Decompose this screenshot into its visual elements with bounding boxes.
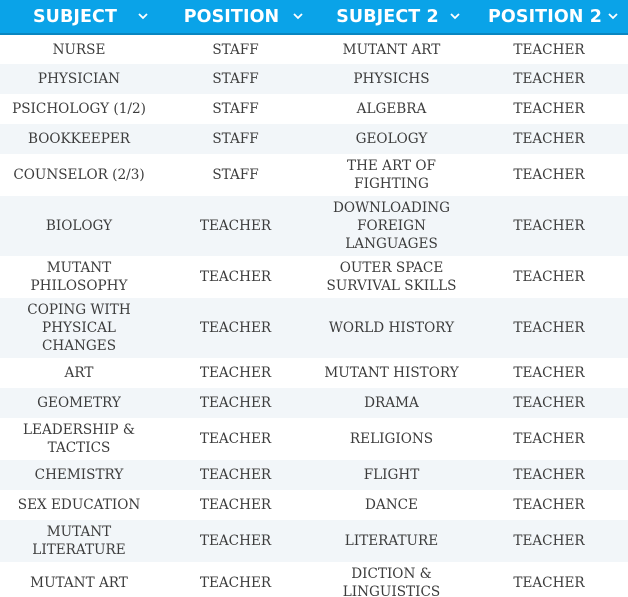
cell-position-2[interactable]: [470, 256, 628, 298]
cell-text: MUTANT ART: [30, 575, 128, 591]
cell-text: DANCE: [365, 497, 418, 513]
cell-position-2[interactable]: [470, 94, 628, 124]
cell-text: TEACHER: [199, 497, 272, 513]
cell-text: TEACHER: [513, 101, 585, 117]
cell-subject-2[interactable]: [313, 64, 470, 94]
cell-text: ALGEBRA: [356, 101, 427, 117]
cell-text: SEX EDUCATION: [17, 497, 141, 513]
cell-subject-2[interactable]: [313, 196, 470, 256]
cell-text: PHYSICHS: [353, 71, 430, 87]
cell-text: GEOLOGY: [355, 131, 428, 147]
cell-position-2[interactable]: [470, 460, 628, 490]
cell-position-2[interactable]: [470, 298, 628, 358]
column-header-subject[interactable]: [0, 0, 158, 34]
table-row[interactable]: [0, 358, 628, 388]
cell-position[interactable]: [158, 358, 313, 388]
cell-text: TEACHER: [199, 269, 272, 285]
table-row[interactable]: [0, 490, 628, 520]
cell-position[interactable]: [158, 124, 313, 154]
cell-text: RELIGIONS: [349, 431, 434, 447]
cell-subject[interactable]: [0, 520, 158, 562]
table-row[interactable]: [0, 64, 628, 94]
cell-subject[interactable]: [0, 388, 158, 418]
table-row[interactable]: [0, 562, 628, 597]
column-header-label: SUBJECT: [32, 6, 118, 27]
chevron-down-icon[interactable]: [137, 10, 149, 22]
table-row[interactable]: [0, 418, 628, 460]
cell-position[interactable]: [158, 64, 313, 94]
cell-subject-2[interactable]: [313, 460, 470, 490]
cell-text: TEACHER: [199, 320, 272, 336]
cell-position[interactable]: [158, 388, 313, 418]
cell-text: TEACHER: [513, 395, 585, 411]
cell-text: TEACHER: [513, 131, 585, 147]
cell-subject[interactable]: [0, 124, 158, 154]
cell-subject-2[interactable]: [313, 94, 470, 124]
cell-position[interactable]: [158, 418, 313, 460]
cell-text: TEACHER: [513, 365, 585, 381]
cell-text: TEACHER: [199, 431, 272, 447]
cell-subject-2[interactable]: [313, 490, 470, 520]
chevron-down-icon[interactable]: [292, 10, 304, 22]
cell-subject[interactable]: [0, 94, 158, 124]
table-row[interactable]: [0, 34, 628, 64]
column-header-position-2[interactable]: [470, 0, 628, 34]
cell-subject[interactable]: [0, 490, 158, 520]
cell-position[interactable]: [158, 520, 313, 562]
cell-text: CHEMISTRY: [34, 467, 124, 483]
column-header-label: POSITION 2: [487, 6, 603, 27]
cell-text: MUTANT PHILOSOPHY: [30, 260, 128, 294]
cell-position-2[interactable]: [470, 34, 628, 64]
table-row[interactable]: [0, 460, 628, 490]
cell-text: MUTANT HISTORY: [324, 365, 459, 381]
table-row[interactable]: [0, 94, 628, 124]
cell-text: LITERATURE: [344, 533, 439, 549]
cell-position-2[interactable]: [470, 490, 628, 520]
cell-text: STAFF: [212, 71, 259, 87]
cell-text: STAFF: [212, 41, 259, 58]
cell-text: TEACHER: [199, 395, 272, 411]
cell-subject[interactable]: [0, 256, 158, 298]
cell-subject[interactable]: [0, 34, 158, 64]
cell-position[interactable]: [158, 154, 313, 196]
cell-text: FLIGHT: [363, 467, 420, 483]
cell-subject-2[interactable]: [313, 388, 470, 418]
cell-text: TEACHER: [513, 71, 585, 87]
cell-subject-2[interactable]: [313, 520, 470, 562]
cell-text: STAFF: [212, 101, 259, 117]
cell-text: TEACHER: [513, 533, 585, 549]
cell-text: ART: [64, 365, 94, 381]
header-row: [0, 0, 628, 34]
cell-position[interactable]: [158, 298, 313, 358]
cell-position-2[interactable]: [470, 124, 628, 154]
cell-position-2[interactable]: [470, 64, 628, 94]
table-row[interactable]: [0, 520, 628, 562]
table-row[interactable]: [0, 154, 628, 196]
cell-position[interactable]: [158, 256, 313, 298]
cell-subject[interactable]: [0, 196, 158, 256]
cell-text: TEACHER: [513, 431, 585, 447]
cell-text: OUTER SPACE SURVIVAL SKILLS: [326, 260, 457, 294]
cell-text: THE ART OF FIGHTING: [347, 158, 436, 192]
column-header-label: POSITION: [183, 6, 280, 27]
cell-text: TEACHER: [199, 365, 272, 381]
cell-subject-2[interactable]: [313, 34, 470, 64]
chevron-down-icon[interactable]: [449, 10, 461, 22]
cell-text: TEACHER: [199, 218, 272, 234]
cell-text: WORLD HISTORY: [328, 320, 455, 336]
cell-text: STAFF: [212, 131, 259, 147]
cell-text: COUNSELOR (2/3): [13, 167, 145, 183]
cell-text: PSICHOLOGY (1/2): [12, 101, 146, 117]
cell-subject-2[interactable]: [313, 154, 470, 196]
cell-position-2[interactable]: [470, 388, 628, 418]
cell-text: STAFF: [212, 167, 259, 183]
cell-position[interactable]: [158, 460, 313, 490]
table-row[interactable]: [0, 124, 628, 154]
cell-subject[interactable]: [0, 298, 158, 358]
cell-subject-2[interactable]: [313, 562, 470, 597]
cell-text: NURSE: [52, 41, 106, 58]
cell-text: TEACHER: [199, 575, 272, 591]
cell-position[interactable]: [158, 196, 313, 256]
cell-text: DOWNLOADING FOREIGN LANGUAGES: [333, 200, 450, 252]
cell-position[interactable]: [158, 562, 313, 597]
cell-text: MUTANT ART: [342, 41, 441, 58]
cell-subject[interactable]: [0, 64, 158, 94]
cell-text: TEACHER: [513, 269, 585, 285]
cell-subject[interactable]: [0, 358, 158, 388]
cell-position-2[interactable]: [470, 358, 628, 388]
cell-text: PHYSICIAN: [37, 71, 121, 87]
cell-position[interactable]: [158, 34, 313, 64]
cell-subject-2[interactable]: [313, 256, 470, 298]
cell-position[interactable]: [158, 94, 313, 124]
column-header-label: SUBJECT 2: [336, 6, 439, 27]
cell-text: DICTION & LINGUISTICS: [342, 566, 441, 597]
table-row[interactable]: [0, 256, 628, 298]
cell-text: COPING WITH PHYSICAL CHANGES: [27, 302, 131, 354]
column-header-position[interactable]: [158, 0, 313, 34]
cell-subject-2[interactable]: [313, 418, 470, 460]
cell-text: TEACHER: [513, 41, 585, 58]
cell-text: GEOMETRY: [37, 395, 121, 411]
cell-text: MUTANT LITERATURE: [32, 524, 126, 558]
cell-position-2[interactable]: [470, 562, 628, 597]
cell-text: BOOKKEEPER: [28, 131, 130, 147]
cell-position[interactable]: [158, 490, 313, 520]
cell-text: DRAMA: [364, 395, 419, 411]
cell-text: TEACHER: [513, 218, 585, 234]
cell-subject-2[interactable]: [313, 358, 470, 388]
cell-position-2[interactable]: [470, 520, 628, 562]
table-body: [0, 34, 628, 597]
chevron-down-icon[interactable]: [607, 10, 619, 22]
cell-text: TEACHER: [513, 575, 585, 591]
cell-text: BIOLOGY: [45, 218, 113, 234]
cell-position-2[interactable]: [470, 196, 628, 256]
table-row[interactable]: [0, 298, 628, 358]
cell-text: TEACHER: [513, 467, 585, 483]
table-row[interactable]: [0, 196, 628, 256]
cell-text: TEACHER: [199, 533, 272, 549]
cell-text: TEACHER: [199, 467, 272, 483]
cell-text: TEACHER: [513, 167, 585, 183]
cell-text: LEADERSHIP & TACTICS: [23, 422, 135, 456]
cell-subject[interactable]: [0, 154, 158, 196]
cell-subject-2[interactable]: [313, 124, 470, 154]
cell-text: TEACHER: [513, 320, 585, 336]
cell-text: TEACHER: [513, 497, 585, 513]
cell-subject-2[interactable]: [313, 298, 470, 358]
cell-position-2[interactable]: [470, 154, 628, 196]
cell-position-2[interactable]: [470, 418, 628, 460]
table-row[interactable]: [0, 388, 628, 418]
column-header-subject-2[interactable]: [313, 0, 470, 34]
cell-subject[interactable]: [0, 562, 158, 597]
cell-subject[interactable]: [0, 460, 158, 490]
cell-subject[interactable]: [0, 418, 158, 460]
